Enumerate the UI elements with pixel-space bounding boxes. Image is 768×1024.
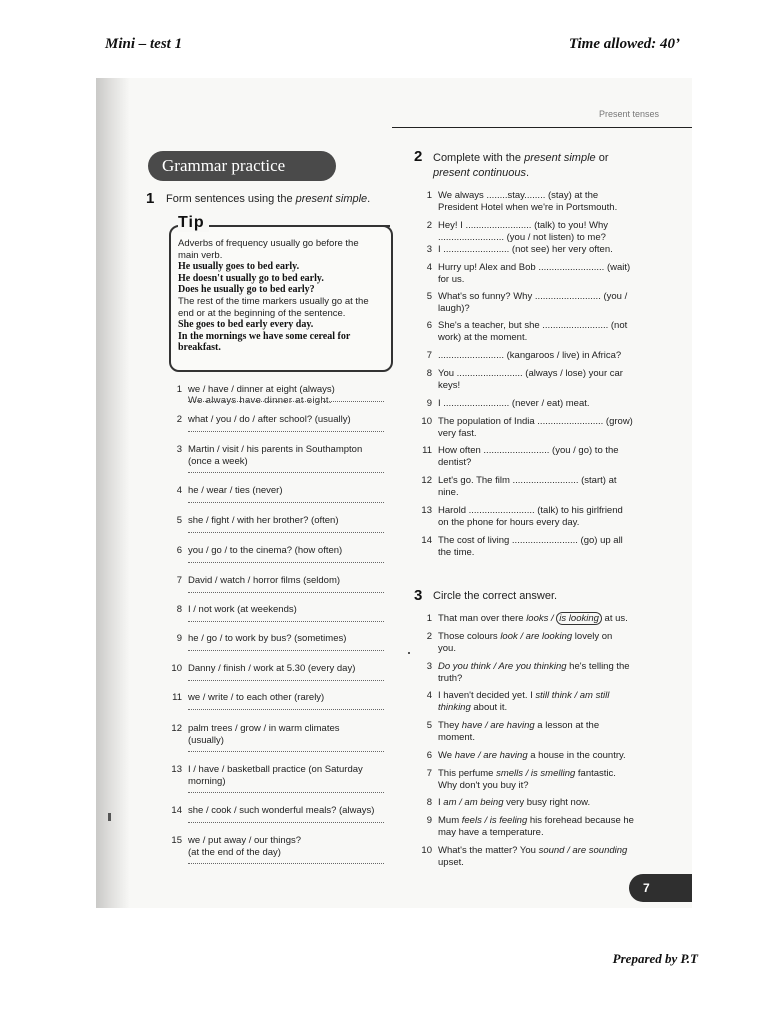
tip-line: main verb.	[178, 249, 223, 261]
option-separator: /	[481, 815, 490, 826]
option-2[interactable]: are sounding	[572, 845, 628, 856]
sentence-line	[438, 797, 658, 809]
sentence-line: dentist?	[438, 456, 472, 468]
sentence-line: The population of India ......................... (grow)	[438, 416, 633, 427]
option-1[interactable]: feels	[461, 815, 482, 826]
sentence-text: about it.	[470, 701, 508, 713]
item-number: 3	[176, 444, 182, 455]
prompt-line: I / have / basketball practice (on Saturday	[188, 764, 363, 775]
sentence-text: he's telling the	[566, 661, 630, 672]
item-number: 1	[176, 384, 182, 395]
ex1-item	[166, 633, 386, 665]
item-number: 9	[426, 398, 432, 409]
sentence-text: his forehead because he	[527, 815, 634, 826]
test-title: Mini – test 1	[105, 36, 183, 52]
option-1[interactable]: look	[500, 631, 518, 642]
sentence-text: Those colours	[438, 631, 501, 642]
ex1-item	[166, 444, 386, 476]
sentence-line: the time.	[438, 546, 475, 558]
item-sentence	[438, 720, 658, 743]
item-sentence	[438, 475, 658, 498]
prompt-line: (usually)	[188, 734, 224, 746]
item-number: 4	[426, 262, 432, 273]
sentence-line: ......................... (you / not listen) to me?	[438, 231, 606, 243]
ex1-item	[166, 805, 386, 837]
sentence-line: work) at the moment.	[438, 331, 528, 343]
option-2[interactable]: is smelling	[530, 768, 576, 779]
item-number: 15	[171, 835, 182, 846]
item-number: 10	[171, 663, 182, 674]
answer-line	[188, 621, 384, 622]
page-binding-shadow	[96, 78, 130, 908]
item-sentence	[438, 244, 658, 256]
tip-title: Tip	[178, 214, 209, 232]
ex1-item	[166, 384, 386, 416]
item-sentence	[438, 631, 658, 654]
item-prompt	[188, 633, 346, 645]
sentence-line: laugh)?	[438, 302, 470, 314]
answer-line	[188, 472, 384, 473]
prompt-line: morning)	[188, 775, 226, 787]
answer-line	[188, 532, 384, 533]
sentence-line	[438, 643, 658, 655]
sentence-line: How often ......................... (you / go) to the	[438, 445, 619, 456]
item-number: 11	[422, 445, 432, 456]
tip-line: He usually goes to bed early.	[178, 261, 300, 273]
item-number: 5	[176, 515, 182, 526]
sentence-text: very busy right now.	[503, 797, 591, 808]
item-sentence	[438, 220, 658, 243]
item-number: 4	[176, 485, 182, 496]
option-1[interactable]: have	[461, 720, 483, 731]
sentence-line: for us.	[438, 273, 465, 285]
tip-line: Adverbs of frequency usually go before the	[178, 238, 359, 249]
item-number: 3	[426, 244, 432, 255]
option-1[interactable]: smells	[496, 768, 523, 779]
item-number: 7	[176, 575, 182, 586]
prompt-line: what / you / do / after school? (usually)	[188, 414, 351, 425]
sentence-line: ......................... (kangaroos / live) in Africa?	[438, 350, 622, 361]
top-rule	[392, 127, 692, 128]
item-prompt	[188, 663, 355, 675]
option-2[interactable]: Are you thinking	[498, 661, 567, 672]
prompt-line: palm trees / grow / in warm climates	[188, 723, 340, 734]
answer-line	[188, 863, 384, 864]
item-number: 7	[426, 350, 432, 361]
option-2[interactable]: are looking	[525, 631, 573, 642]
item-sentence	[438, 613, 658, 625]
item-number: 9	[426, 815, 432, 826]
item-number: 14	[171, 805, 182, 816]
item-sentence	[438, 368, 658, 391]
sentence-text: a lesson at the	[534, 720, 600, 731]
answer-line	[188, 822, 384, 823]
sentence-line	[438, 661, 658, 673]
option-2[interactable]: are having	[483, 750, 528, 761]
tip-line: Does he usually go to bed early?	[178, 284, 315, 296]
sentence-line: I ......................... (never / eat) meat.	[438, 398, 590, 409]
sentence-line	[438, 845, 658, 857]
answer-line	[188, 592, 384, 593]
item-number: 14	[421, 535, 432, 546]
sentence-text: What's the matter? You	[438, 845, 539, 856]
item-sentence	[438, 750, 658, 762]
sentence-line	[438, 702, 658, 714]
sentence-text: may have a temperature.	[438, 826, 544, 838]
option-1[interactable]: have	[454, 750, 476, 761]
sentence-line	[438, 815, 658, 827]
item-number: 6	[176, 545, 182, 556]
item-prompt	[188, 545, 342, 557]
sentence-text: Mum	[438, 815, 462, 826]
sentence-line: nine.	[438, 486, 459, 498]
sentence-line	[438, 750, 658, 762]
sentence-text: a house in the country.	[527, 750, 626, 761]
item-prompt	[188, 515, 339, 527]
item-sentence	[438, 445, 658, 468]
item-number: 1	[426, 190, 432, 201]
option-separator: /	[523, 768, 531, 779]
option-separator: /	[456, 797, 465, 808]
ex1-item	[166, 575, 386, 607]
sentence-line: What's so funny? Why ......................... (you /	[438, 291, 628, 302]
answer-line	[188, 431, 384, 432]
option-1[interactable]: Do you think	[438, 661, 491, 672]
item-number: 11	[172, 692, 182, 703]
sentence-text: moment.	[438, 731, 475, 743]
sentence-line: Hurry up! Alex and Bob ......................... (wait)	[438, 262, 631, 273]
answer-line	[188, 401, 384, 402]
prompt-line: he / wear / ties (never)	[188, 485, 283, 496]
option-separator: /	[475, 750, 484, 761]
item-prompt	[188, 414, 351, 426]
sentence-text: lovely on	[572, 631, 613, 642]
option-separator: /	[490, 661, 499, 672]
answer-line	[188, 562, 384, 563]
ex1-item	[166, 545, 386, 577]
prompt-line: you / go / to the cinema? (how often)	[188, 545, 343, 556]
ex1-item	[166, 414, 386, 446]
sentence-text: That man over there	[438, 613, 527, 624]
sentence-text: you.	[438, 642, 456, 654]
item-prompt	[188, 835, 301, 858]
prompt-line: (at the end of the day)	[188, 846, 281, 858]
ex1-item	[166, 764, 386, 796]
item-sentence	[438, 505, 658, 528]
option-1[interactable]: am	[443, 797, 457, 808]
tip-line: The rest of the time markers usually go at the	[178, 295, 369, 307]
item-prompt	[188, 764, 363, 787]
item-number: 13	[171, 764, 182, 775]
item-sentence	[438, 690, 658, 713]
prompt-line: she / fight / with her brother? (often)	[188, 515, 339, 526]
sentence-line: The cost of living ......................... (go) up all	[438, 535, 623, 546]
item-number: 3	[426, 661, 432, 672]
sentence-line	[438, 613, 658, 625]
item-sentence	[438, 416, 658, 439]
answer-line	[188, 792, 384, 793]
sentence-text: They	[438, 720, 462, 731]
item-number: 10	[421, 845, 432, 856]
item-number: 13	[421, 505, 432, 516]
prepared-by: Prepared by P.T	[612, 951, 698, 966]
ex1-item	[166, 663, 386, 695]
prompt-line: he / go / to work by bus? (sometimes)	[188, 633, 347, 644]
item-number: 6	[426, 320, 432, 331]
item-sentence	[438, 535, 658, 558]
prompt-line: we / have / dinner at eight (always)	[188, 384, 335, 395]
item-number: 5	[426, 291, 432, 302]
ex1-item	[166, 485, 386, 517]
answer-line	[188, 680, 384, 681]
sentence-text: We	[438, 750, 455, 761]
option-separator: /	[564, 845, 573, 856]
prompt-line: Danny / finish / work at 5.30 (every day)	[188, 663, 356, 674]
time-allowed: Time allowed: 40’	[568, 36, 680, 52]
item-sentence	[438, 768, 658, 791]
option-2[interactable]: am still	[579, 690, 610, 701]
sentence-line: I ......................... (not see) her very often.	[438, 244, 613, 255]
ex1-item	[166, 723, 386, 755]
prompt-line: we / write / to each other (rarely)	[188, 692, 325, 703]
item-sentence	[438, 291, 658, 314]
item-prompt	[188, 485, 283, 497]
sentence-text: I	[438, 797, 444, 808]
sentence-line	[438, 673, 658, 685]
sentence-text: Why don't you buy it?	[438, 779, 529, 791]
option-separator: /	[482, 720, 491, 731]
prompt-line: we / put away / our things?	[188, 835, 302, 846]
option-2[interactable]: am being	[464, 797, 504, 808]
tip-line: He doesn't usually go to bed early.	[178, 272, 324, 284]
tip-line: end or at the beginning of the sentence.	[178, 307, 346, 319]
prompt-line: (once a week)	[188, 455, 248, 467]
item-prompt	[188, 805, 374, 817]
answer-line	[188, 751, 384, 752]
option-separator: /	[517, 631, 526, 642]
sentence-text: at us.	[601, 613, 628, 624]
tip-body	[178, 238, 388, 354]
sentence-line	[438, 720, 658, 732]
option-1[interactable]: sound	[538, 845, 565, 856]
item-sentence	[438, 320, 658, 343]
sentence-line	[438, 732, 658, 744]
item-sentence	[438, 815, 658, 838]
item-number: 8	[426, 797, 432, 808]
exercise-3-number: 3	[414, 587, 423, 604]
item-number: 6	[426, 750, 432, 761]
answer-line	[188, 502, 384, 503]
item-number: 8	[176, 604, 182, 615]
item-prompt	[188, 604, 297, 616]
item-sentence	[438, 797, 658, 809]
item-number: 12	[421, 475, 432, 486]
item-prompt	[188, 723, 340, 746]
item-number: 4	[426, 690, 432, 701]
item-sentence	[438, 262, 658, 285]
item-number: 8	[426, 368, 432, 379]
ex1-item	[166, 835, 386, 867]
item-prompt	[188, 692, 324, 704]
option-1[interactable]: looks	[526, 613, 549, 624]
option-separator: /	[571, 690, 580, 701]
sentence-line: Hey! I ......................... (talk) to you! Why	[438, 220, 608, 231]
item-number: 10	[421, 416, 432, 427]
sentence-line	[438, 827, 658, 839]
sentence-line	[438, 690, 658, 702]
ex1-item	[166, 604, 386, 636]
grammar-practice-banner: Grammar practice	[148, 151, 336, 181]
item-number: 9	[176, 633, 182, 644]
item-number: 7	[426, 768, 432, 779]
sentence-line: She's a teacher, but she ......................... (not	[438, 320, 628, 331]
ex1-item	[166, 515, 386, 547]
ex1-item	[166, 692, 386, 724]
sentence-line	[438, 780, 658, 792]
prompt-line: I / not work (at weekends)	[188, 604, 297, 615]
tip-title-line	[220, 225, 390, 227]
sentence-line	[438, 768, 658, 780]
tip-line: breakfast.	[178, 342, 221, 354]
item-sentence	[438, 845, 658, 868]
item-number: 2	[426, 220, 432, 231]
item-sentence	[438, 661, 658, 684]
sentence-line: Let's go. The film ......................... (start) at	[438, 475, 617, 486]
prompt-line: Martin / visit / his parents in Southampton	[188, 444, 363, 455]
exercise-1-number: 1	[146, 190, 155, 207]
sentence-line	[438, 857, 658, 869]
item-number: 12	[171, 723, 182, 734]
item-number: 1	[426, 613, 432, 624]
option-2[interactable]: are having	[490, 720, 535, 731]
item-sentence	[438, 398, 658, 410]
sentence-text: upset.	[438, 856, 464, 868]
option-1[interactable]: still think	[535, 690, 572, 701]
running-head: Present tenses	[599, 109, 660, 119]
item-prompt	[188, 575, 340, 587]
sentence-text: This perfume	[438, 768, 497, 779]
sentence-line: keys!	[438, 379, 461, 391]
item-number: 2	[176, 414, 182, 425]
option-2[interactable]: is feeling	[489, 815, 528, 826]
prompt-line: David / watch / horror films (seldom)	[188, 575, 341, 586]
answer-line	[188, 709, 384, 710]
sentence-line: Harold ......................... (talk) to his girlfriend	[438, 505, 623, 516]
tip-line: In the mornings we have some cereal for	[178, 330, 351, 342]
prompt-line: she / cook / such wonderful meals? (always)	[188, 805, 375, 816]
item-number: 5	[426, 720, 432, 731]
sentence-line: We always ........stay........ (stay) at the	[438, 190, 599, 201]
item-sentence	[438, 350, 658, 362]
scan-speck	[108, 813, 111, 821]
page-number-tab: 7	[629, 874, 692, 902]
option-2[interactable]: is looking	[556, 612, 602, 625]
sentence-line: You ......................... (always / lose) your car	[438, 368, 623, 379]
scan-speck	[408, 652, 410, 654]
option-2-continued: thinking	[438, 701, 471, 713]
exercise-2-instruction: Complete with the present simple or present continuous.	[433, 152, 609, 179]
sentence-text: I haven't decided yet. I	[438, 690, 536, 701]
sentence-line: President Hotel when we're in Portsmouth.	[438, 201, 618, 213]
sentence-line: on the phone for hours every day.	[438, 516, 580, 528]
item-sentence	[438, 190, 658, 213]
sentence-line: very fast.	[438, 427, 477, 439]
option-separator: /	[548, 613, 557, 624]
exercise-1-instruction: Form sentences using the present simple.	[166, 193, 371, 205]
sentence-line	[438, 631, 658, 643]
item-prompt	[188, 444, 362, 467]
exercise-2-number: 2	[414, 148, 423, 165]
scanned-page	[96, 78, 692, 908]
item-number: 2	[426, 631, 432, 642]
handwritten-answer: We always have dinner at eight.	[188, 394, 332, 406]
tip-line: She goes to bed early every day.	[178, 319, 314, 331]
sentence-text: truth?	[438, 672, 463, 684]
exercise-3-instruction: Circle the correct answer.	[433, 590, 558, 602]
answer-line	[188, 650, 384, 651]
sentence-text: fantastic.	[575, 768, 616, 779]
